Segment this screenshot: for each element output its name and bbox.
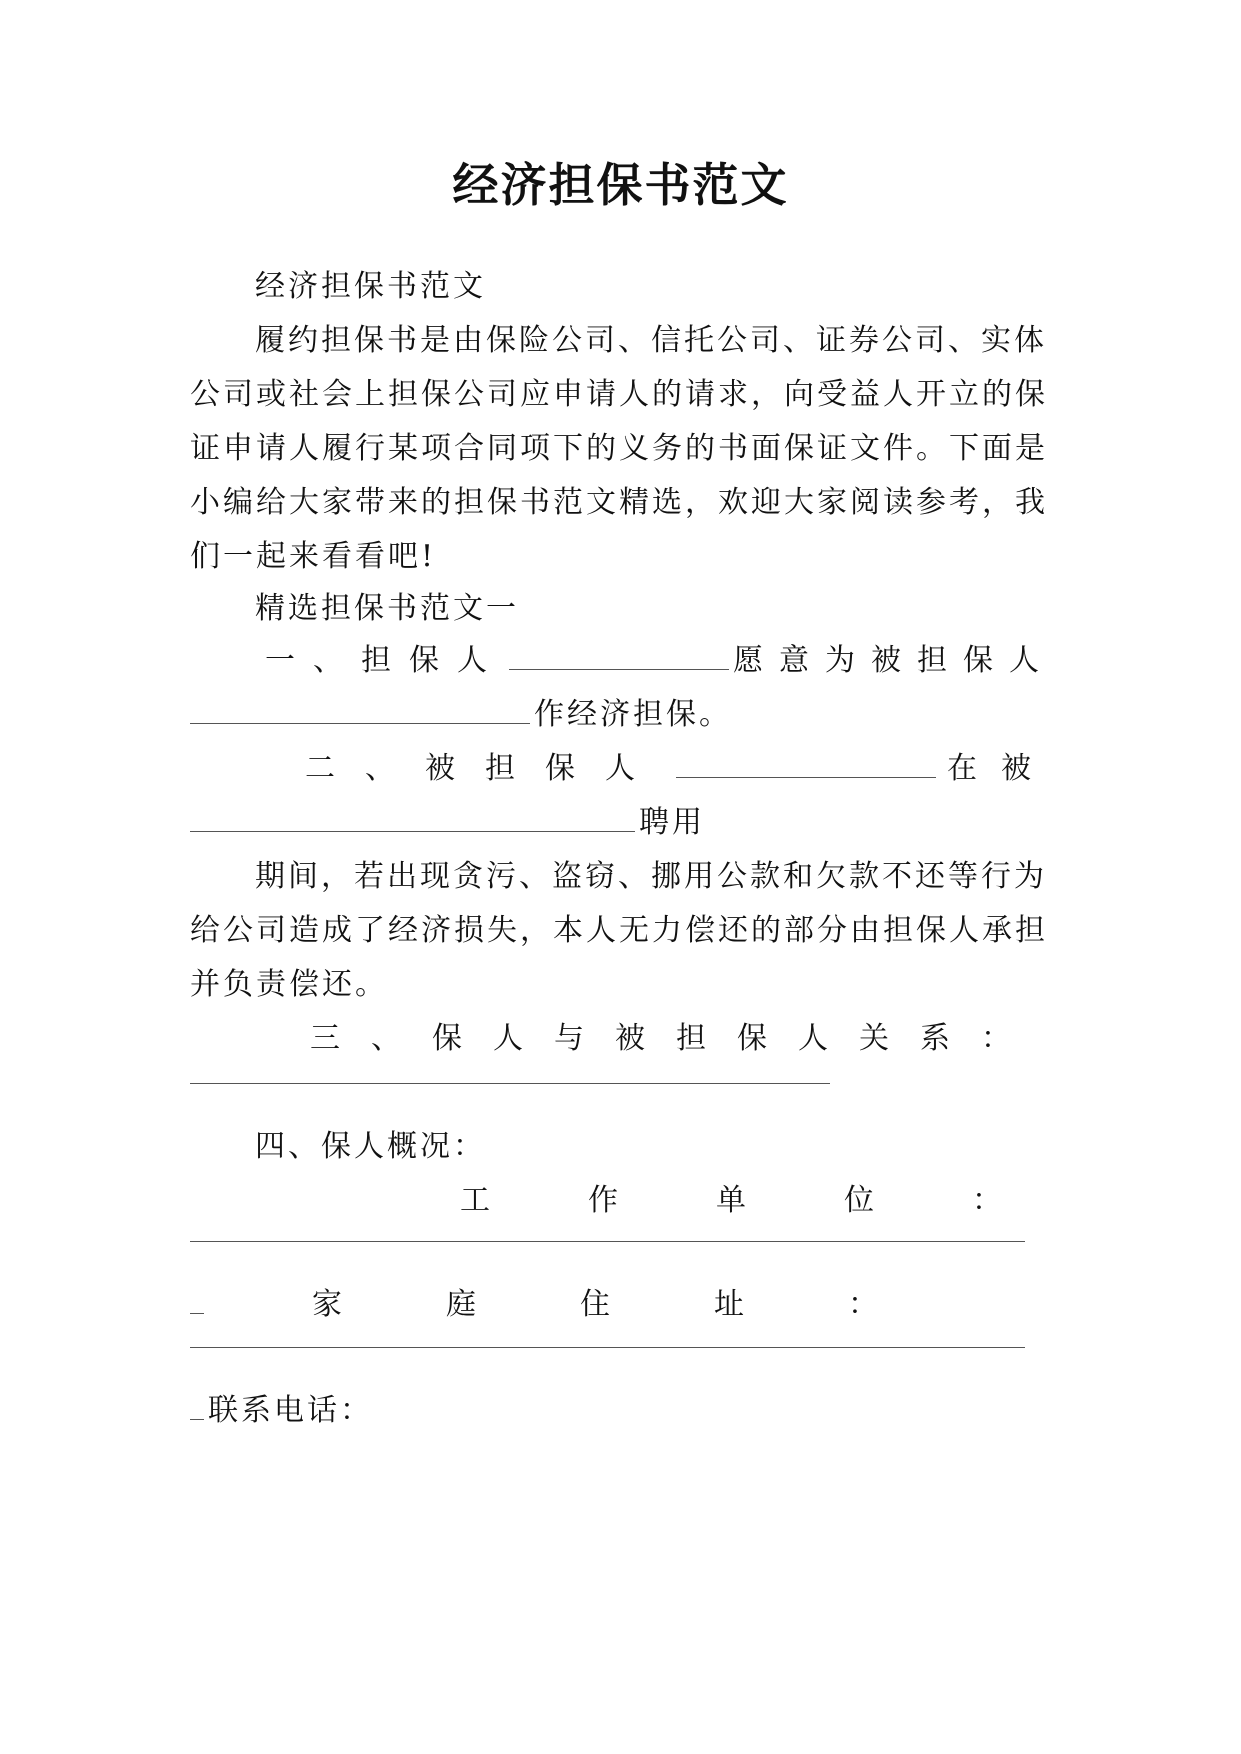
- intro-line-5: 们一起来看看吧!: [190, 539, 437, 574]
- item2-line-2: [190, 794, 1055, 852]
- guaranteed-person-blank: [190, 693, 530, 724]
- employer-blank: [190, 801, 635, 832]
- intro-line-2: 公司或社会上担保公司应申请人的请求，向受益人开立的保: [190, 377, 1048, 412]
- phone-label: 联系电话：: [208, 1393, 373, 1428]
- guaranteed-name-blank: [676, 747, 936, 778]
- home-address-line: [190, 1276, 1055, 1334]
- intro-line-3: 证申请人履行某项合同项下的义务的书面保证文件。下面是: [190, 431, 1048, 466]
- item2-body-1: 期间，若出现贪污、盗窃、挪用公款和欠款不还等行为: [255, 859, 1047, 894]
- work-unit-blank: [190, 1240, 1025, 1242]
- item3-label: 三、保人与被担保人关系：: [310, 1021, 1042, 1056]
- item1-text: 愿意为被担保人: [733, 643, 1055, 678]
- relationship-blank: [190, 1082, 830, 1084]
- work-unit-label: 工作单位：: [460, 1183, 1100, 1218]
- phone-lead-blank: [190, 1389, 204, 1420]
- intro-line-4: 小编给大家带来的担保书范文精选，欢迎大家阅读参考，我: [190, 485, 1048, 520]
- guarantor-blank: [509, 639, 729, 670]
- section-heading: 精选担保书范文一: [255, 591, 519, 626]
- item2-text: 在被: [947, 751, 1055, 786]
- subtitle: 经济担保书范文: [255, 269, 486, 304]
- item2-line: [305, 740, 1055, 798]
- document-title: 经济担保书范文: [452, 158, 789, 212]
- phone-line: [190, 1382, 1055, 1440]
- item4-label: 四、保人概况：: [255, 1129, 486, 1164]
- item1-end: 作经济担保。: [534, 697, 732, 732]
- item2-body-3: 并负责偿还。: [190, 967, 388, 1002]
- item2-end: 聘用: [639, 805, 705, 840]
- item1-line-2: [190, 686, 1055, 744]
- item1-line: [265, 632, 1055, 690]
- item1-label: 一、担保人: [265, 643, 505, 678]
- home-address-label: 家庭住址：: [312, 1287, 982, 1322]
- home-address-blank: [190, 1346, 1025, 1348]
- item2-body-2: 给公司造成了经济损失，本人无力偿还的部分由担保人承担: [190, 913, 1048, 948]
- home-address-lead-blank: [190, 1283, 204, 1314]
- item2-label: 二、被担保人: [305, 751, 665, 786]
- intro-line-1: 履约担保书是由保险公司、信托公司、证券公司、实体: [255, 323, 1047, 358]
